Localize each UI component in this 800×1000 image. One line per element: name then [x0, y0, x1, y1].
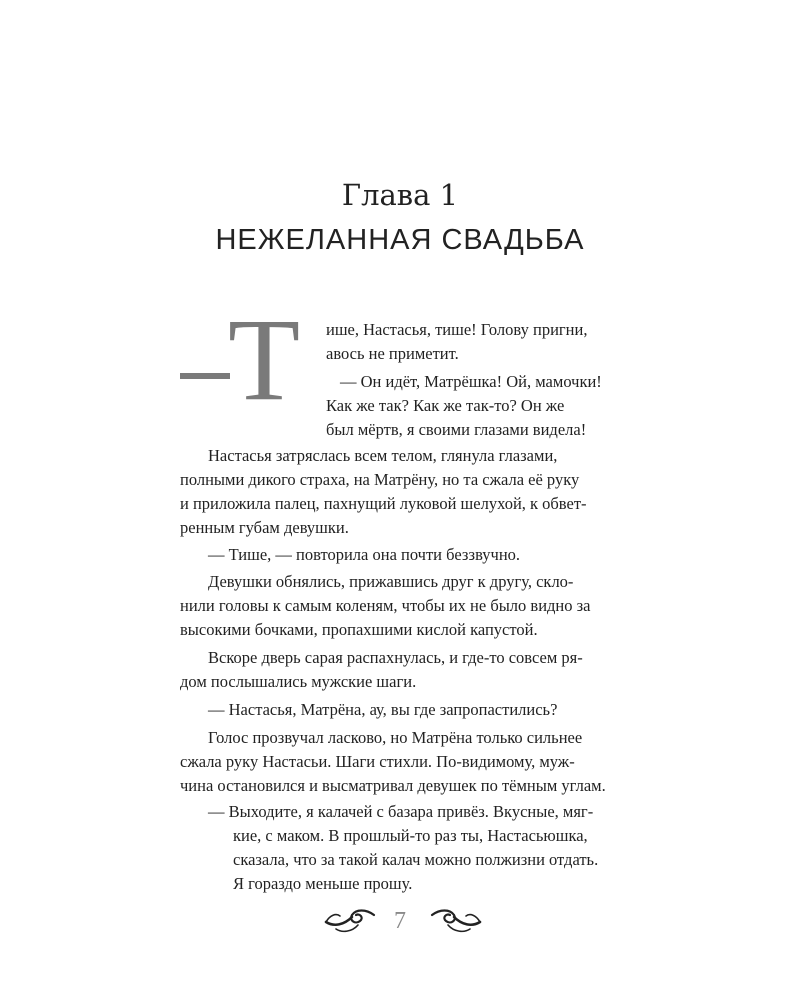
text-line: высокими бочками, пропахшими кислой капустой.	[180, 620, 538, 639]
text-line: ренным губам девушки.	[180, 518, 349, 537]
flourish-left-icon	[322, 905, 378, 935]
text-line: — Тише, — повторила она почти беззвучно.	[208, 545, 521, 564]
text-line: — Выходите, я калачей с базара привёз. Вкусные, мяг-	[208, 802, 594, 821]
text-line: полными дикого страха, на Матрёну, но та сжала её руку	[180, 470, 580, 489]
text-line: авось не приметит.	[326, 344, 459, 363]
dropcap-letter: Т	[228, 294, 301, 425]
chapter-label: Глава 1	[341, 178, 459, 212]
text-line: чина остановился и высматривал девушек по тёмным углам.	[180, 776, 606, 795]
dropcap-dash	[180, 373, 230, 379]
text-line: Я гораздо меньше прошу.	[233, 874, 413, 893]
text-line: сжала руку Настасьи. Шаги стихли. По-видимому, муж-	[180, 752, 575, 771]
text-line: Вскоре дверь сарая распахнулась, и где-то совсем ря-	[208, 648, 583, 667]
text-line: нили головы к самым коленям, чтобы их не было видно за	[180, 596, 591, 615]
text-line: Как же так? Как же так-то? Он же	[326, 396, 565, 415]
text-line: дом послышались мужские шаги.	[180, 672, 417, 691]
flourish-right-icon	[428, 905, 484, 935]
text-line: был мёртв, я своими глазами видела!	[326, 420, 587, 439]
text-line: Голос прозвучал ласково, но Матрёна только сильнее	[208, 728, 583, 747]
text-line: Девушки обнялись, прижавшись друг к другу, скло-	[208, 572, 574, 591]
page-number: 7	[394, 908, 406, 934]
text-line: — Настасья, Матрёна, ау, вы где запропастились?	[208, 700, 558, 719]
text-line: кие, с маком. В прошлый-то раз ты, Настасьюшка,	[233, 826, 588, 845]
chapter-title: НЕЖЕЛАННАЯ СВАДЬБА	[215, 224, 585, 256]
text-line: и приложила палец, пахнущий луковой шелухой, к обвет-	[180, 494, 587, 513]
text-line: Настасья затряслась всем телом, глянула глазами,	[208, 446, 558, 465]
text-line: — Он идёт, Матрёшка! Ой, мамочки!	[340, 372, 602, 391]
text-line: ише, Настасья, тише! Голову пригни,	[326, 320, 588, 339]
text-line: сказала, что за такой калач можно полжизни отдать.	[233, 850, 599, 869]
